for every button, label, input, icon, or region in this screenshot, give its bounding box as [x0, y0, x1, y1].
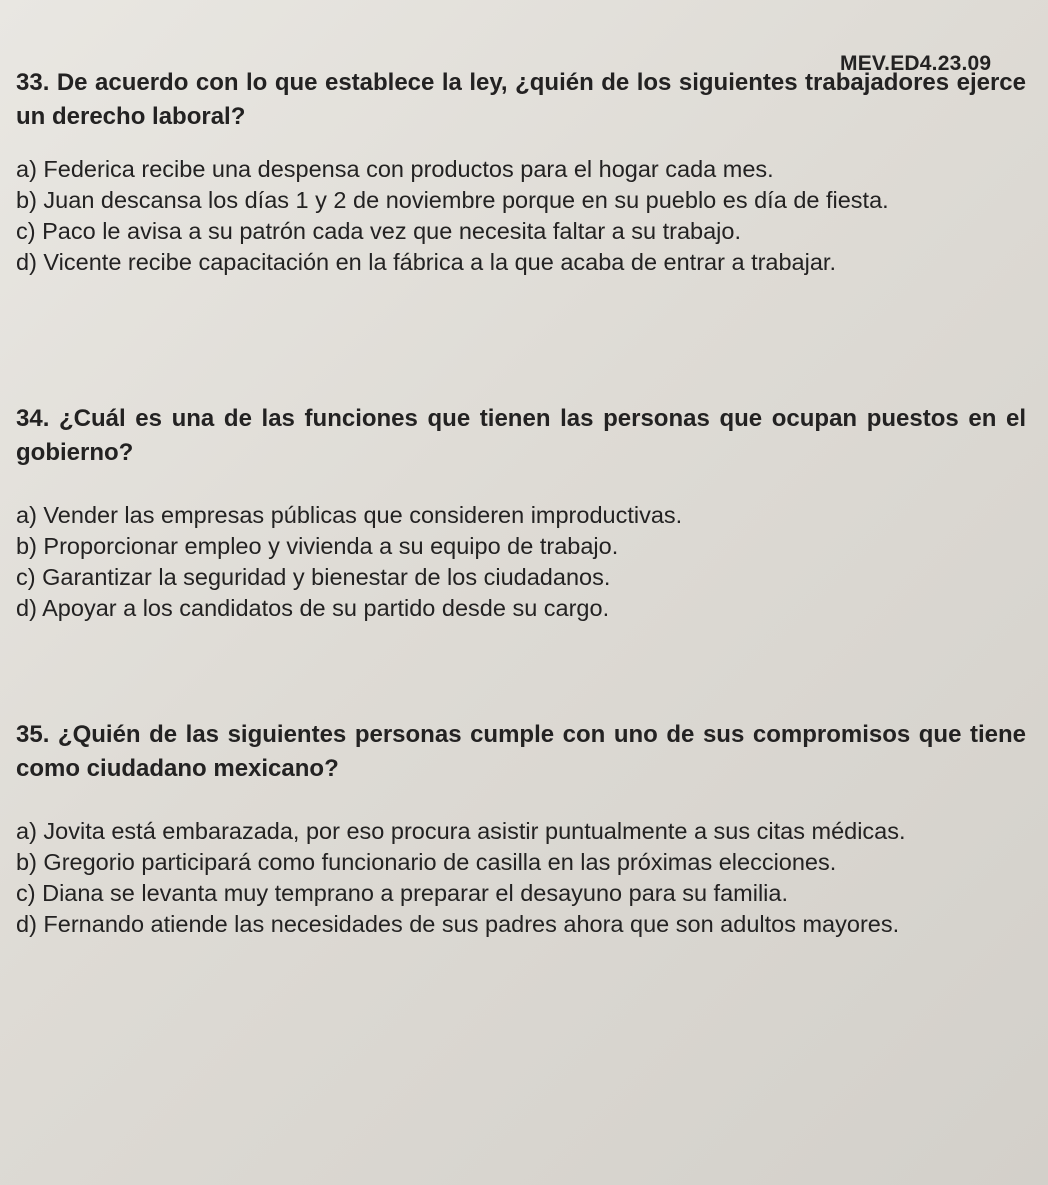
question-34-option-d: d) Apoyar a los candidatos de su partido desde su cargo.	[16, 595, 610, 621]
question-35-option-b: b) Gregorio participará como funcionario de casilla en las próximas elecciones.	[16, 849, 837, 875]
question-33-option-b: b) Juan descansa los días 1 y 2 de noviembre porque en su pueblo es día de fiesta.	[16, 187, 889, 213]
question-34-option-a: a) Vender las empresas públicas que consideren improductivas.	[16, 502, 683, 528]
question-33-option-d: d) Vicente recibe capacitación en la fábrica a la que acaba de entrar a trabajar.	[16, 249, 836, 275]
question-33-option-a: a) Federica recibe una despensa con productos para el hogar cada mes.	[16, 156, 774, 182]
question-35-title: 35. ¿Quién de las siguientes personas cumple con uno de sus compromisos que tiene como ciudadano mexicano?	[16, 721, 1026, 782]
question-33	[16, 66, 1026, 278]
question-35-option-d: d) Fernando atiende las necesidades de sus padres ahora que son adultos mayores.	[16, 911, 900, 937]
question-33-title: 33. De acuerdo con lo que establece la ley, ¿quién de los siguientes trabajadores ejerce un derecho laboral?	[16, 69, 1026, 130]
exam-code: MEV.ED4.23.09	[840, 52, 992, 75]
question-34-title: 34. ¿Cuál es una de las funciones que tienen las personas que ocupan puestos en el gobierno?	[16, 405, 1026, 466]
question-34-option-c: c) Garantizar la seguridad y bienestar de los ciudadanos.	[16, 564, 611, 590]
question-35-option-a: a) Jovita está embarazada, por eso procura asistir puntualmente a sus citas médicas.	[16, 818, 906, 844]
question-35	[16, 718, 1026, 940]
question-34-option-b: b) Proporcionar empleo y vivienda a su equipo de trabajo.	[16, 533, 619, 559]
question-34	[16, 402, 1026, 624]
question-35-option-c: c) Diana se levanta muy temprano a preparar el desayuno para su familia.	[16, 880, 788, 906]
question-33-option-c: c) Paco le avisa a su patrón cada vez que necesita faltar a su trabajo.	[16, 218, 742, 244]
